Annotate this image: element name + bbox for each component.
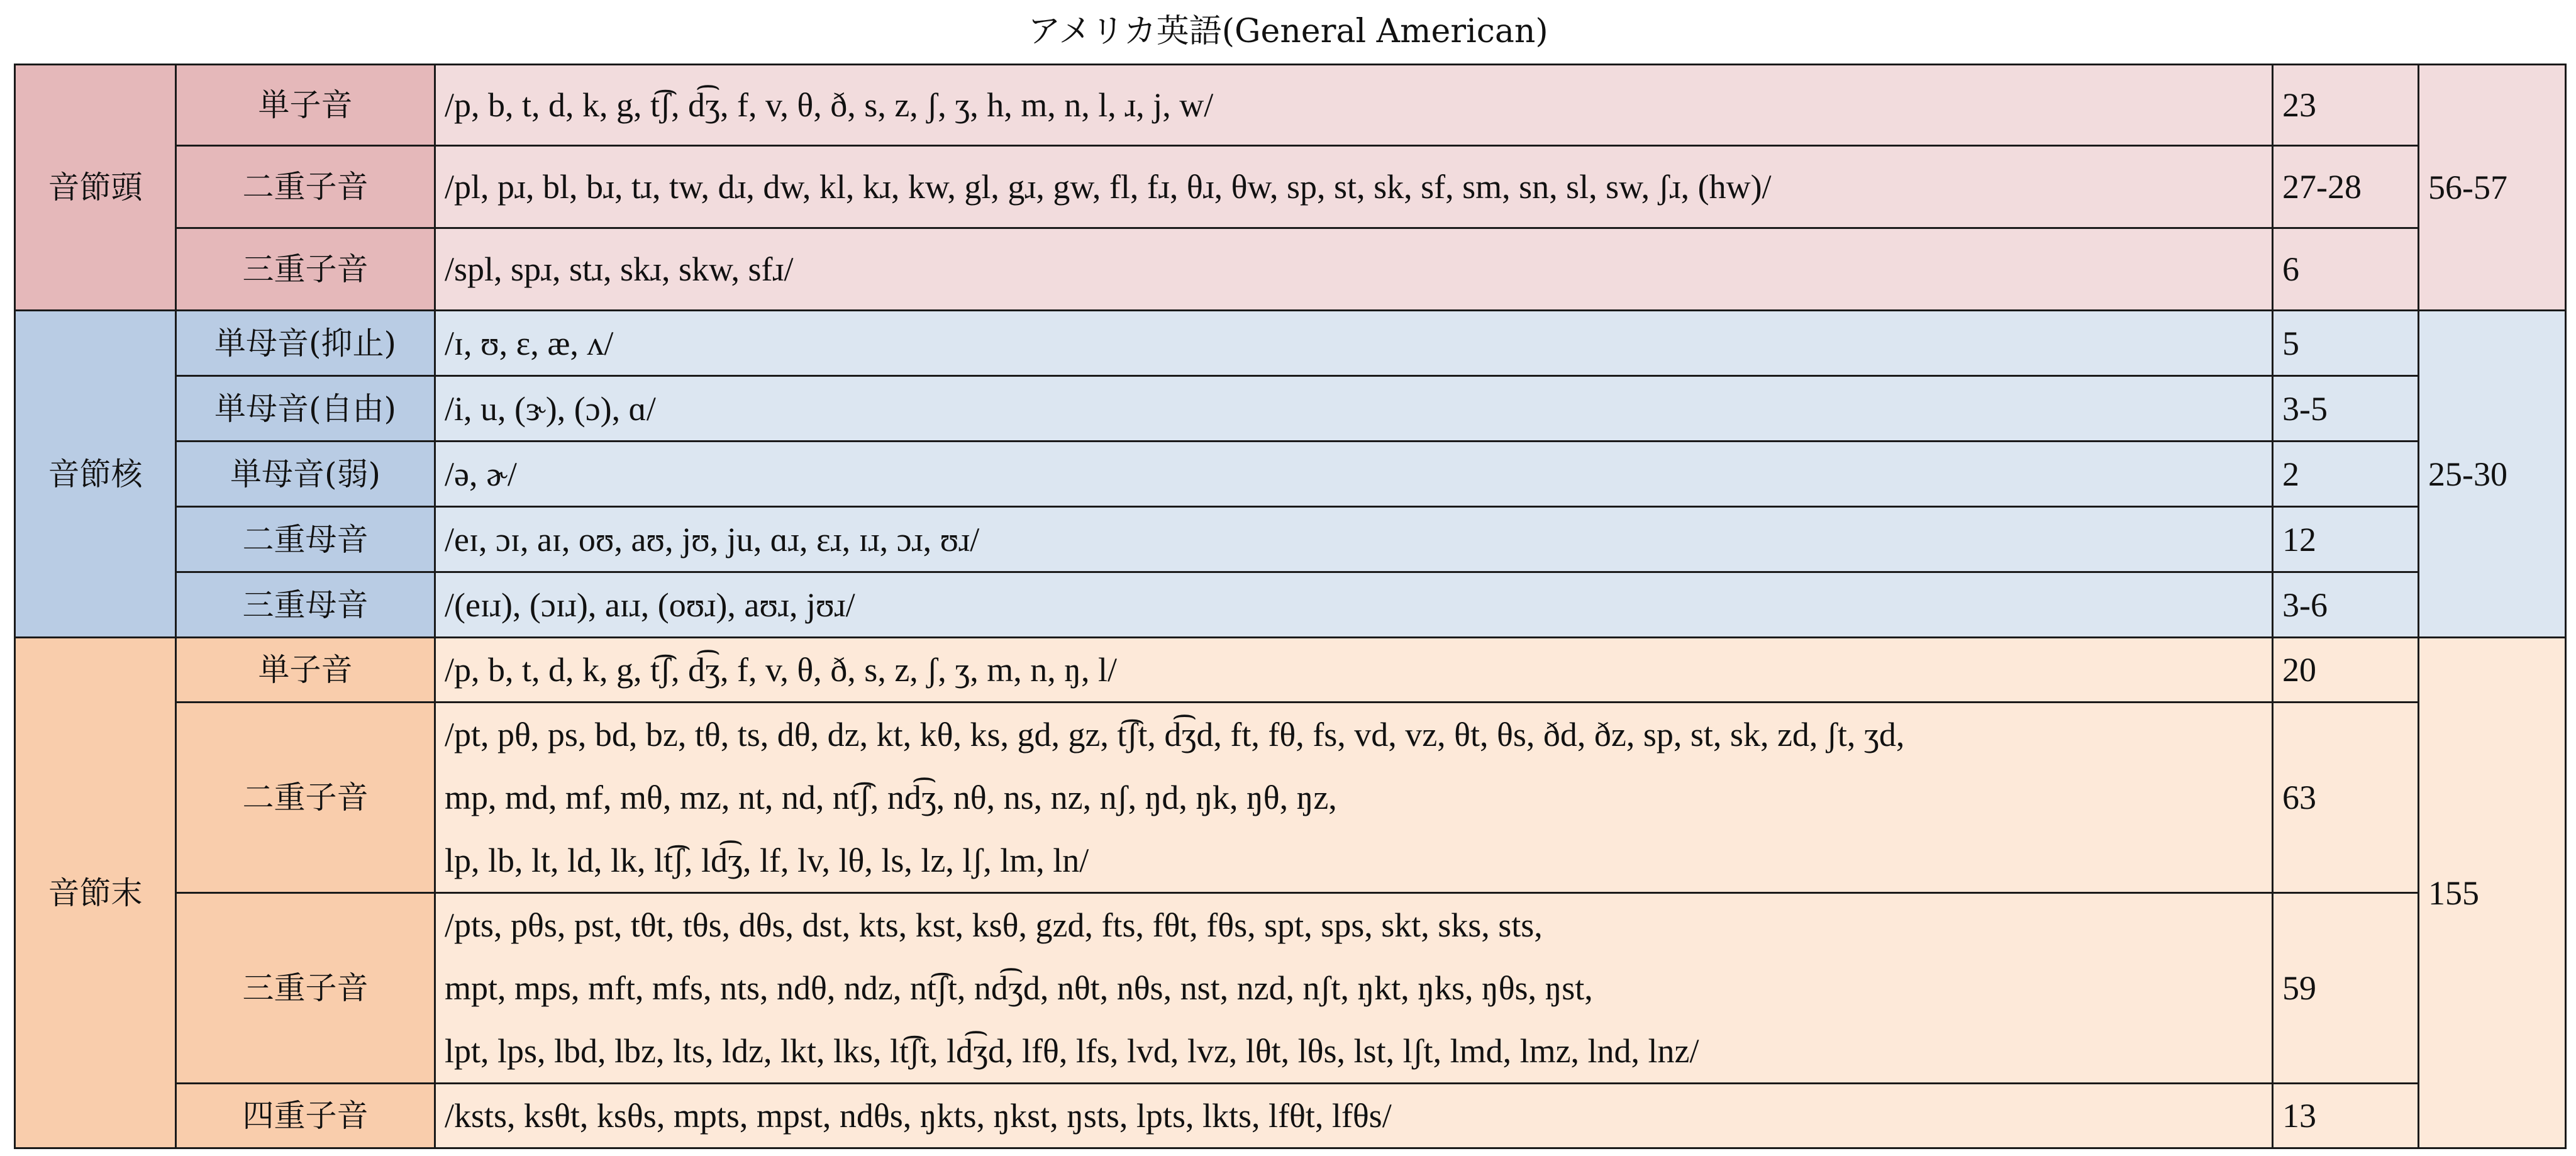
phoneme-line: /ksts, ksθt, ksθs, mpts, mpst, ndθs, ŋkts, ŋkst, ŋsts, lpts, lkts, lfθt, lfθs/: [445, 1097, 1392, 1135]
row-count: 59: [2273, 893, 2419, 1084]
phoneme-list: [435, 572, 2273, 638]
table-row: [15, 572, 2566, 638]
phoneme-line: /pts, pθs, pst, tθt, tθs, dθs, dst, kts, kst, ksθ, gzd, fts, fθt, fθs, spt, sps, skt, sks, sts,: [445, 906, 1543, 944]
section-label-nucleus: 音節核: [15, 311, 176, 638]
section-label-coda: 音節末: [15, 638, 176, 1148]
row-label: 三重子音: [176, 893, 435, 1084]
phoneme-line: mpt, mps, mft, mfs, nts, ndθ, ndz, nt͡ʃt, nd͡ʒd, nθt, nθs, nst, nzd, nʃt, ŋkt, ŋks, ŋθs, ŋst,: [445, 969, 1593, 1007]
phoneme-line: /p, b, t, d, k, g, t͡ʃ, d͡ʒ, f, v, θ, ð, s, z, ʃ, ʒ, h, m, n, l, ɹ, j, w/: [445, 86, 1214, 124]
phoneme-line: /eɪ, ɔɪ, aɪ, oʊ, aʊ, jʊ, ju, ɑɹ, ɛɹ, ɪɹ, ɔɹ, ʊɹ/: [445, 520, 980, 559]
table-row: [15, 507, 2566, 572]
phoneme-line: mp, md, mf, mθ, mz, nt, nd, nt͡ʃ, nd͡ʒ, nθ, ns, nz, nʃ, ŋd, ŋk, ŋθ, ŋz,: [445, 779, 1337, 816]
phoneme-line: /spl, spɹ, stɹ, skɹ, skw, sfɹ/: [445, 250, 794, 288]
table-row: [15, 893, 2566, 1084]
row-label: 単母音(抑止): [176, 311, 435, 376]
phoneme-list: [435, 376, 2273, 442]
row-count: 63: [2273, 703, 2419, 893]
phoneme-list: [435, 638, 2273, 703]
row-label: 単母音(自由): [176, 376, 435, 442]
phoneme-line: /ɪ, ʊ, ɛ, æ, ʌ/: [445, 324, 614, 362]
section-total-onset: 56-57: [2419, 65, 2566, 311]
row-label: 単子音: [176, 638, 435, 703]
phoneme-line: /(eɪɹ), (ɔɪɹ), aɪɹ, (oʊɹ), aʊɹ, jʊɹ/: [445, 586, 855, 624]
table-row: [15, 376, 2566, 442]
table-row: [15, 146, 2566, 228]
row-count: 13: [2273, 1084, 2419, 1148]
phoneme-list: [435, 146, 2273, 228]
phoneme-table: [14, 64, 2567, 1149]
row-label: 単母音(弱): [176, 442, 435, 507]
section-total-nucleus: 25-30: [2419, 311, 2566, 638]
table-row: [15, 1084, 2566, 1148]
row-count: 5: [2273, 311, 2419, 376]
phoneme-list: [435, 311, 2273, 376]
row-count: 27-28: [2273, 146, 2419, 228]
section-label-onset: 音節頭: [15, 65, 176, 311]
phoneme-line: /i, u, (ɝ), (ɔ), ɑ/: [445, 389, 656, 428]
phoneme-list: [435, 228, 2273, 311]
row-count: 20: [2273, 638, 2419, 703]
row-count: 12: [2273, 507, 2419, 572]
phoneme-line: /p, b, t, d, k, g, t͡ʃ, d͡ʒ, f, v, θ, ð, s, z, ʃ, ʒ, m, n, ŋ, l/: [445, 651, 1117, 689]
phoneme-line: /pl, pɹ, bl, bɹ, tɹ, tw, dɹ, dw, kl, kɹ, kw, gl, gɹ, gw, fl, fɹ, θɹ, θw, sp, st, sk, sf, sm, sn, sl, sw, ʃɹ, (hw)/: [445, 168, 1772, 206]
table-row: [15, 703, 2566, 893]
table-row: [15, 311, 2566, 376]
table-row: [15, 228, 2566, 311]
phoneme-list: [435, 507, 2273, 572]
phoneme-line: /pt, pθ, ps, bd, bz, tθ, ts, dθ, dz, kt, kθ, ks, gd, gz, t͡ʃt, d͡ʒd, ft, fθ, fs, vd, vz, θt, θs, ðd, ðz, sp, st, sk, zd, ʃt, ʒd,: [445, 716, 1905, 753]
phoneme-line: lp, lb, lt, ld, lk, lt͡ʃ, ld͡ʒ, lf, lv, lθ, ls, lz, lʃ, lm, ln/: [445, 842, 1089, 879]
row-count: 2: [2273, 442, 2419, 507]
row-label: 二重子音: [176, 146, 435, 228]
phoneme-list: [435, 442, 2273, 507]
table-row: [15, 65, 2566, 146]
section-total-coda: 155: [2419, 638, 2566, 1148]
table-row: [15, 442, 2566, 507]
phoneme-list: [435, 1084, 2273, 1148]
phoneme-list: [435, 703, 2273, 893]
phoneme-line: lpt, lps, lbd, lbz, lts, ldz, lkt, lks, lt͡ʃt, ld͡ʒd, lfθ, lfs, lvd, lvz, lθt, lθs, lst, lʃt, lmd, lmz, lnd, lnz/: [445, 1032, 1699, 1070]
row-count: 6: [2273, 228, 2419, 311]
row-label: 二重母音: [176, 507, 435, 572]
row-label: 三重子音: [176, 228, 435, 311]
row-label: 三重母音: [176, 572, 435, 638]
row-label: 単子音: [176, 65, 435, 146]
table-row: [15, 638, 2566, 703]
row-count: 3-6: [2273, 572, 2419, 638]
row-label: 二重子音: [176, 703, 435, 893]
page-title: アメリカ英語(General American): [1028, 13, 1548, 50]
phoneme-list: [435, 65, 2273, 146]
row-label: 四重子音: [176, 1084, 435, 1148]
phoneme-list: [435, 893, 2273, 1084]
row-count: 3-5: [2273, 376, 2419, 442]
row-count: 23: [2273, 65, 2419, 146]
phoneme-line: /ə, ɚ/: [445, 455, 517, 493]
